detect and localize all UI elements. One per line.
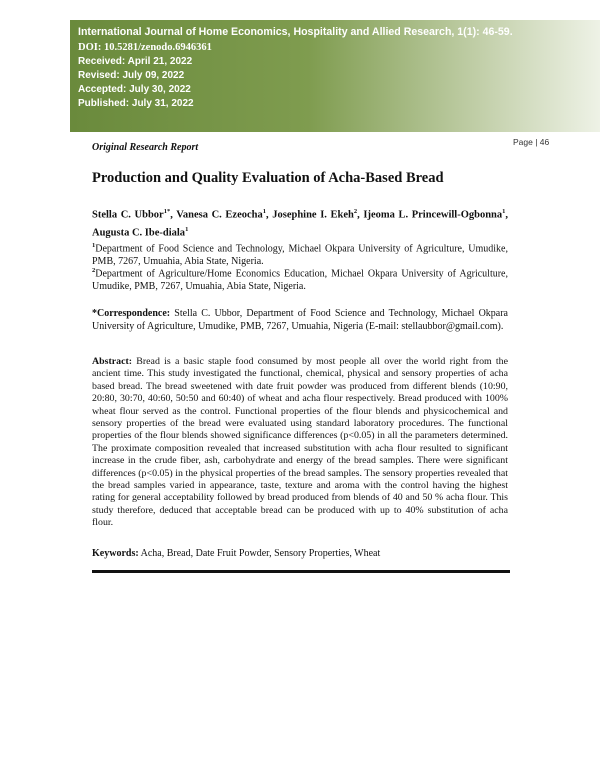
keywords-text: Acha, Bread, Date Fruit Powder, Sensory Properties, Wheat [140, 548, 381, 559]
author-name: Vanesa C. Ezeocha [176, 209, 263, 221]
author-name: Ijeoma L. Princewill-Ogbonna [363, 209, 503, 221]
author-affil-marker: 1 [185, 225, 189, 233]
correspondence-text: Stella C. Ubbor, Department of Food Science and Technology, Michael Okpara University of Agriculture, Umudike, PMB, 7267, Umuahia, Nigeria (E-mail: stellaubbor@gmail.com). [92, 308, 508, 332]
affiliation-text: Department of Food Science and Technology, Michael Okpara University of Agriculture, Umudike, PMB, 7267, Umuahia, Abia State, Nigeria. [92, 243, 508, 267]
abstract-label: Abstract: [92, 356, 133, 367]
journal-title: International Journal of Home Economics, Hospitality and Allied Research, 1(1): 46-59. [78, 26, 513, 38]
correspondence [92, 308, 508, 333]
revised-date: Revised: July 09, 2022 [78, 70, 185, 81]
keywords-label: Keywords: [92, 548, 139, 559]
page-number: Page | 46 [513, 137, 550, 147]
author-affil-marker: 1* [163, 208, 171, 215]
author-name: Augusta C. Ibe-diala [92, 227, 186, 238]
paper-title: Production and Quality Evaluation of Acha-Based Bread [92, 170, 444, 186]
section-divider [92, 570, 510, 573]
author-affil-marker: 1 [262, 208, 266, 215]
affiliation-marker: 1 [92, 242, 96, 249]
author-list: Stella C. Ubbor$^{1*}$, Vanesa C. Ezeocha$^1$, Josephine I. Ekeh$^2$, Ijeoma L. Princewill-Ogbonna$^1$, Augusta C. Ibe-diala$^1$ [92, 208, 509, 238]
published-date: Published: July 31, 2022 [78, 98, 194, 109]
author-name: Stella C. Ubbor [92, 209, 164, 221]
affiliation-marker: 2 [92, 267, 96, 274]
keywords [92, 548, 508, 561]
author-affil-marker: 2 [353, 208, 358, 215]
author-affil-marker: 1 [502, 208, 506, 215]
correspondence-label: *Correspondence: [92, 308, 171, 319]
affiliation [92, 265, 508, 293]
journal-header-banner [70, 20, 600, 132]
affiliation-text: Department of Agriculture/Home Economics Education, Michael Okpara University of Agriculture, Umudike, PMB, 7267, Umuahia, Abia State, Nigeria. [92, 268, 508, 292]
abstract-text: Bread is a basic staple food consumed by most people all over the world right from the ancient time. This study investigated the functional, chemical, physical and sensory properties of acha based bread. The bread sweetened with date fruit powder was produced from different blends (10:90, 20:80, 30:70, 40:60, 50:50 and 60:40) of wheat and acha flour respectively. Bread produced with 100% wheat flour served as the control. Functional properties of the flour blends and physicochemical and sensory properties of the bread were evaluated using standard laboratory procedures. The functional properties of the flour blends showed significance differences (p<0.05) in all the parameters determined. The proximate composition revealed that increased substitution with acha flour resulted to significant increase in the crude fiber, ash, carbohydrate and energy of the bread samples. There were significant differences (p<0.05) in the physical properties of the bread samples. The sensory properties revealed that the bread samples varied in appearance, taste, texture and aroma with the control having the highest rating for general acceptability followed by bread produced from blends of 40 and 50 % acha flour. This study therefore, deduced that acceptable bread can be produced with up to 40% substitution of acha flour. [92, 356, 508, 529]
abstract [92, 356, 508, 530]
author-name: Josephine I. Ekeh [272, 209, 354, 221]
article-type: Original Research Report [92, 142, 199, 153]
received-date: Received: April 21, 2022 [78, 56, 193, 67]
doi[interactable]: DOI: 10.5281/zenodo.6946361 [78, 42, 212, 53]
accepted-date: Accepted: July 30, 2022 [78, 84, 191, 95]
